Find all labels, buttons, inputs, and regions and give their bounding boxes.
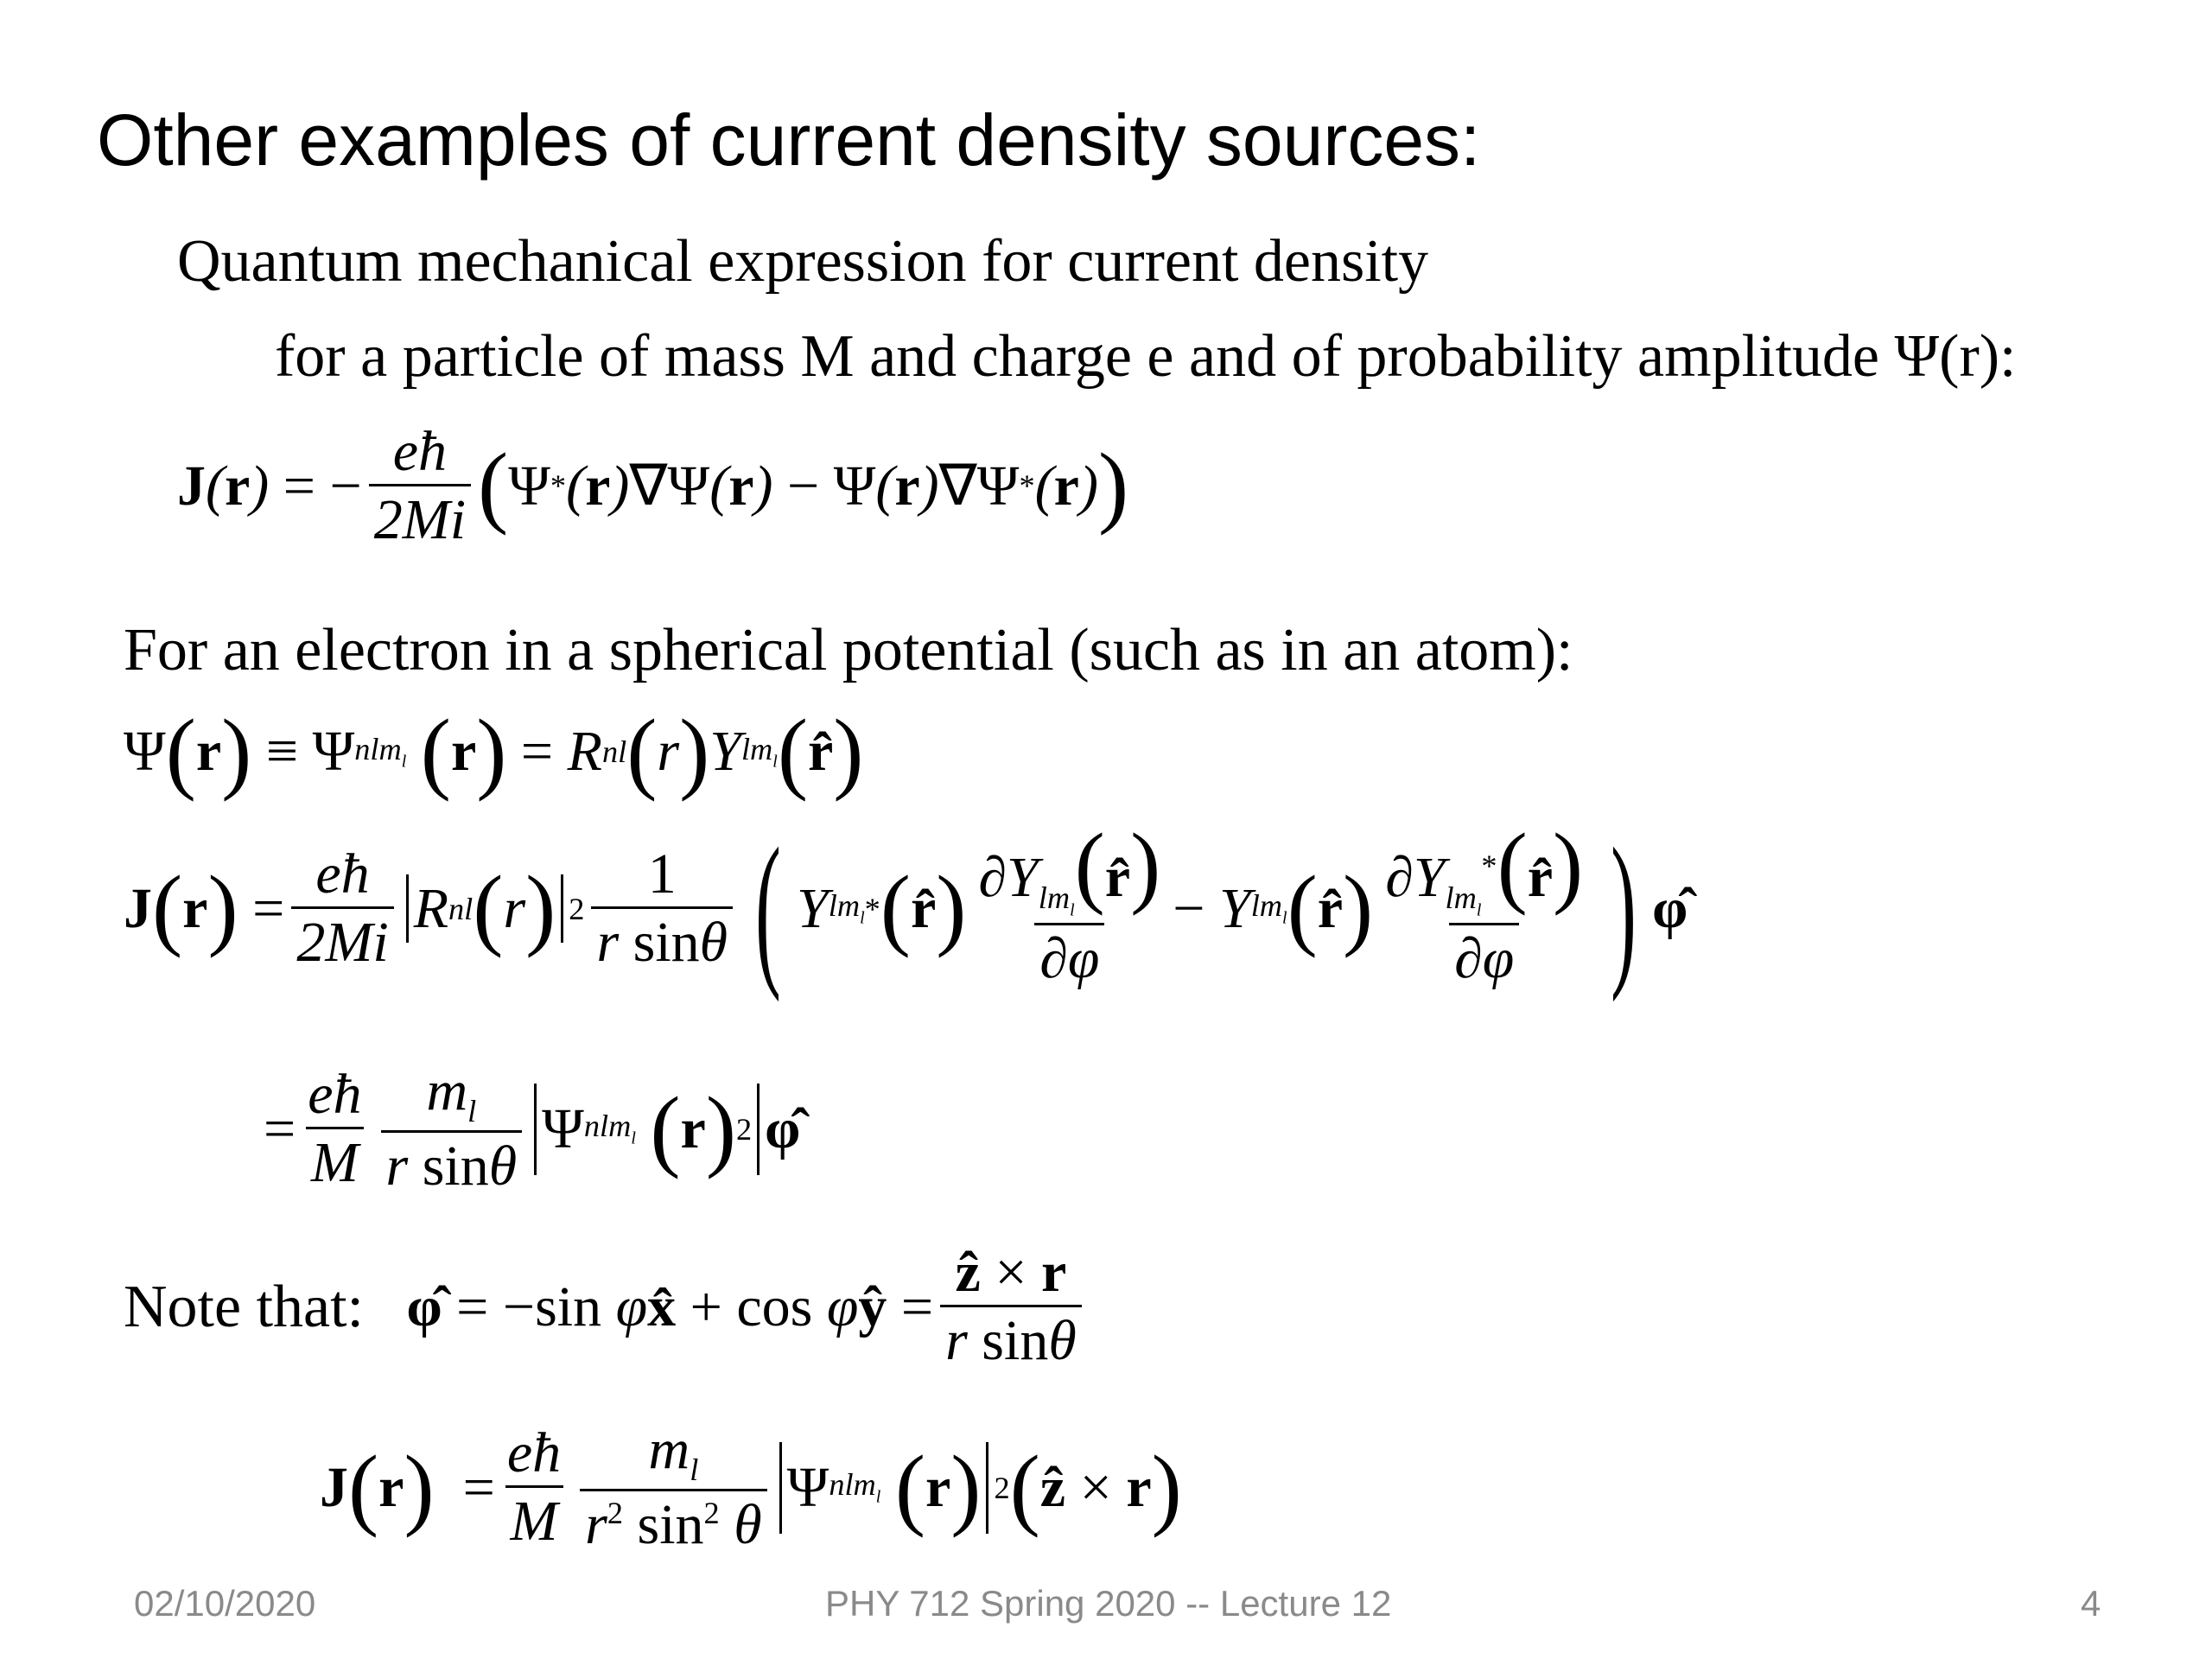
equation-current-density: J ( r ) = − $\frac{eħ}{2Mi}$ ( Ψ * ( r ) ∇Ψ ( r ) − Ψ ( r ) ∇Ψ * ( r ) ): [177, 420, 1129, 551]
footer-date: 02/10/2020: [134, 1583, 316, 1624]
equation-current-simplified: = $\frac{eħ}{M}$ $\frac{m_l}{\text{r sinθ}}$ Ψ nlm$_l$ ( r ) 2 φ̂: [264, 1059, 801, 1198]
spherical-intro: For an electron in a spherical potential (such as in an atom):: [124, 617, 1573, 683]
footer-course: PHY 712 Spring 2020 -- Lecture 12: [825, 1583, 1392, 1624]
equation-phi-hat-note: Note that: φ̂ = −sin φ x̂ + cos φ ŷ = $\frac{\text{ẑ × r}}{\text{r sinθ}}$: [124, 1244, 1089, 1370]
note-label: Note that:: [124, 1273, 364, 1340]
footer-page-number: 4: [2081, 1583, 2101, 1624]
equation-current-spherical: J ( r ) = $\frac{eħ}{2Mi}$ R nl ( r ) 2 $\frac{1}{\text{r sinθ}}$ ( Y $lm_l$ * ( r̂ ) $\frac{\partial Y_{lm_l}(r̂)}{\partial\varphi}$ − Y $lm_l$ ( r̂ ) $\frac{\partial Y_{lm_l}^*(r̂)}{\partial\varphi}$ ) φ̂: [124, 813, 1688, 1003]
equation-current-final: J ( r ) = $\frac{eħ}{M}$ $\frac{m_l}{r^2 \sin^2 \theta}$ Ψ nlm$_l$ ( r ) 2 ( ẑ × r ): [320, 1418, 1182, 1557]
equation-wavefunction: Ψ ( r ) ≡ Ψ nlm$_l$ ( r ) = R nl ( r ) Y $lm_l$ ( r̂ ): [124, 701, 864, 802]
slide-title: Other examples of current density sources:: [97, 99, 1481, 181]
intro-line-1: Quantum mechanical expression for current density: [177, 228, 1429, 295]
intro-line-2: for a particle of mass M and charge e and of probability amplitude Ψ(r):: [275, 323, 2017, 390]
